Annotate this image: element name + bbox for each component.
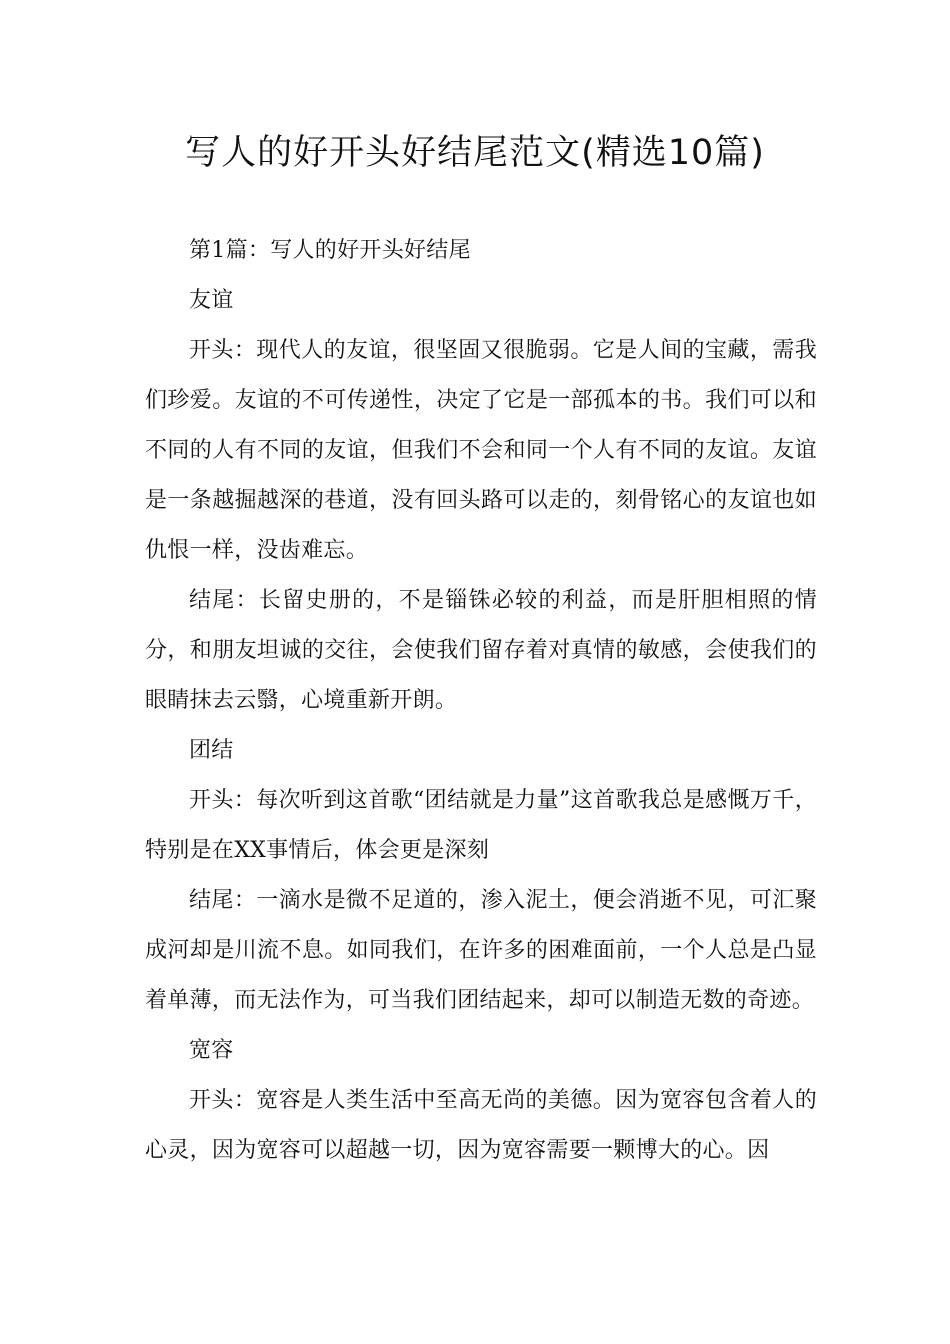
- paragraph: 结尾：一滴水是微不足道的，渗入泥土，便会消逝不见，可汇聚成河却是川流不息。如同我们，在许多的困难面前，一个人总是凸显着单薄，而无法作为，可当我们团结起来，却可以制造无数的奇迹。: [145, 888, 817, 1013]
- topic-heading: 宽容: [189, 1038, 234, 1063]
- paragraph: 结尾：长留史册的，不是锱铢必较的利益，而是肝胆相照的情分，和朋友坦诚的交往，会使我们留存着对真情的敏感，会使我们的眼睛抹去云翳，心境重新开朗。: [145, 588, 817, 713]
- document-body: [145, 226, 817, 1176]
- section-heading: 第1篇：写人的好开头好结尾: [189, 238, 471, 263]
- paragraph: 开头：每次听到这首歌“团结就是力量”这首歌我总是感慨万千，特别是在XX事情后，体会更是深刻: [145, 788, 817, 863]
- paragraph: 开头：宽容是人类生活中至高无尚的美德。因为宽容包含着人的心灵，因为宽容可以超越一切，因为宽容需要一颗博大的心。因: [145, 1088, 817, 1163]
- document-title: 写人的好开头好结尾范文(精选10篇): [185, 133, 765, 173]
- paragraph: 开头：现代人的友谊，很坚固又很脆弱。它是人间的宝藏，需我们珍爱。友谊的不可传递性，决定了它是一部孤本的书。我们可以和不同的人有不同的友谊，但我们不会和同一个人有不同的友谊。友谊是一条越掘越深的巷道，没有回头路可以走的，刻骨铭心的友谊也如仇恨一样，没齿难忘。: [145, 338, 817, 563]
- topic-heading: 团结: [189, 738, 234, 763]
- topic-heading: 友谊: [189, 288, 234, 313]
